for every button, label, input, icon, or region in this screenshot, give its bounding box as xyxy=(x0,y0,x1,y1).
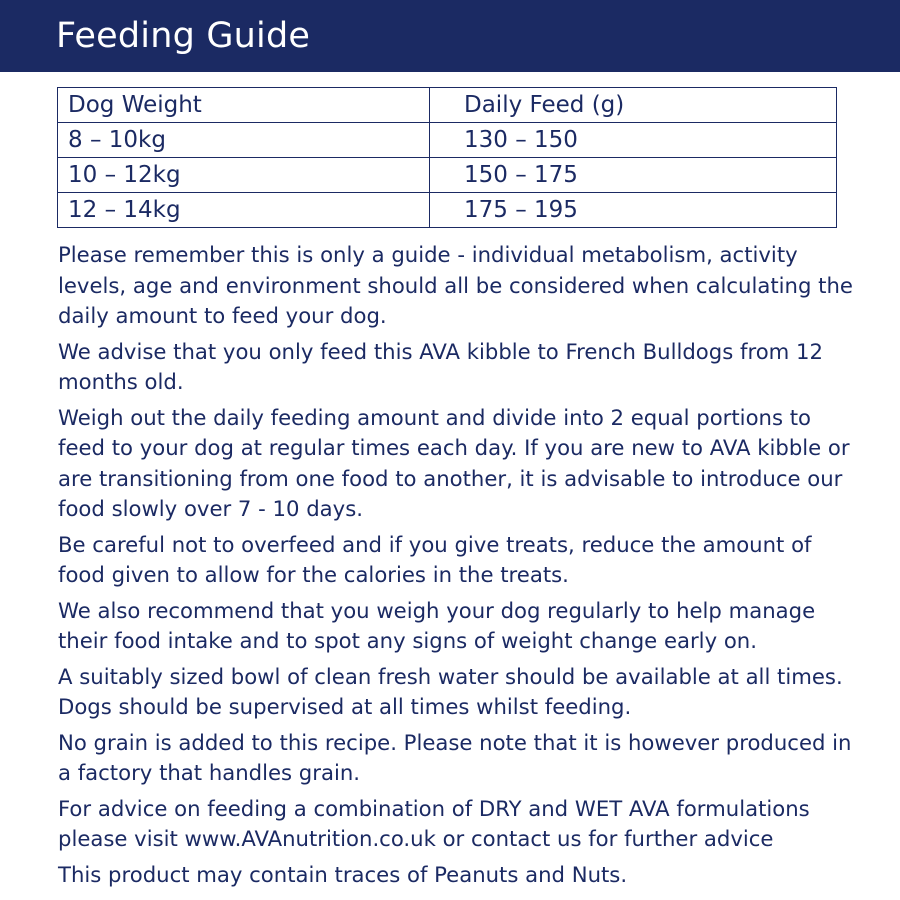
table-row xyxy=(58,158,837,193)
feeding-notes xyxy=(58,240,858,895)
table-row xyxy=(58,123,837,158)
note-grain: No grain is added to this recipe. Please note that it is however produced in a factory that handles grain. xyxy=(58,729,852,785)
column-header-dog-weight: Dog Weight xyxy=(58,88,430,123)
note-website-advice: For advice on feeding a combination of DRY and WET AVA formulations please visit www.AVAnutrition.co.uk or contact us for further advice xyxy=(58,795,810,851)
header-banner xyxy=(0,0,900,72)
note-guide-disclaimer: Please remember this is only a guide - individual metabolism, activity levels, age and environment should all be considered when calculating the daily amount to feed your dog. xyxy=(58,242,853,328)
table-header-row xyxy=(58,88,837,123)
feeding-table xyxy=(57,87,837,228)
note-overfeeding: Be careful not to overfeed and if you give treats, reduce the amount of food given to allow for the calories in the treats. xyxy=(58,531,812,587)
dog-weight-cell: 12 – 14kg xyxy=(58,193,430,228)
note-portions: Weigh out the daily feeding amount and divide into 2 equal portions to feed to your dog at regular times each day. If you are new to AVA kibble or are transitioning from one food to another, it is advisable to introduce our food slowly over 7 - 10 days. xyxy=(58,404,850,521)
table-row xyxy=(58,193,837,228)
note-allergens: This product may contain traces of Peanuts and Nuts. xyxy=(58,861,628,887)
daily-feed-cell: 175 – 195 xyxy=(430,193,837,228)
note-water: A suitably sized bowl of clean fresh water should be available at all times. Dogs should be supervised at all times whilst feeding. xyxy=(58,663,843,719)
note-age-advice: We advise that you only feed this AVA kibble to French Bulldogs from 12 months old. xyxy=(58,338,823,394)
dog-weight-cell: 8 – 10kg xyxy=(58,123,430,158)
dog-weight-cell: 10 – 12kg xyxy=(58,158,430,193)
column-header-daily-feed: Daily Feed (g) xyxy=(430,88,837,123)
page-title: Feeding Guide xyxy=(56,16,311,56)
daily-feed-cell: 130 – 150 xyxy=(430,123,837,158)
note-weigh-dog: We also recommend that you weigh your dog regularly to help manage their food intake and to spot any signs of weight change early on. xyxy=(58,597,816,653)
daily-feed-cell: 150 – 175 xyxy=(430,158,837,193)
